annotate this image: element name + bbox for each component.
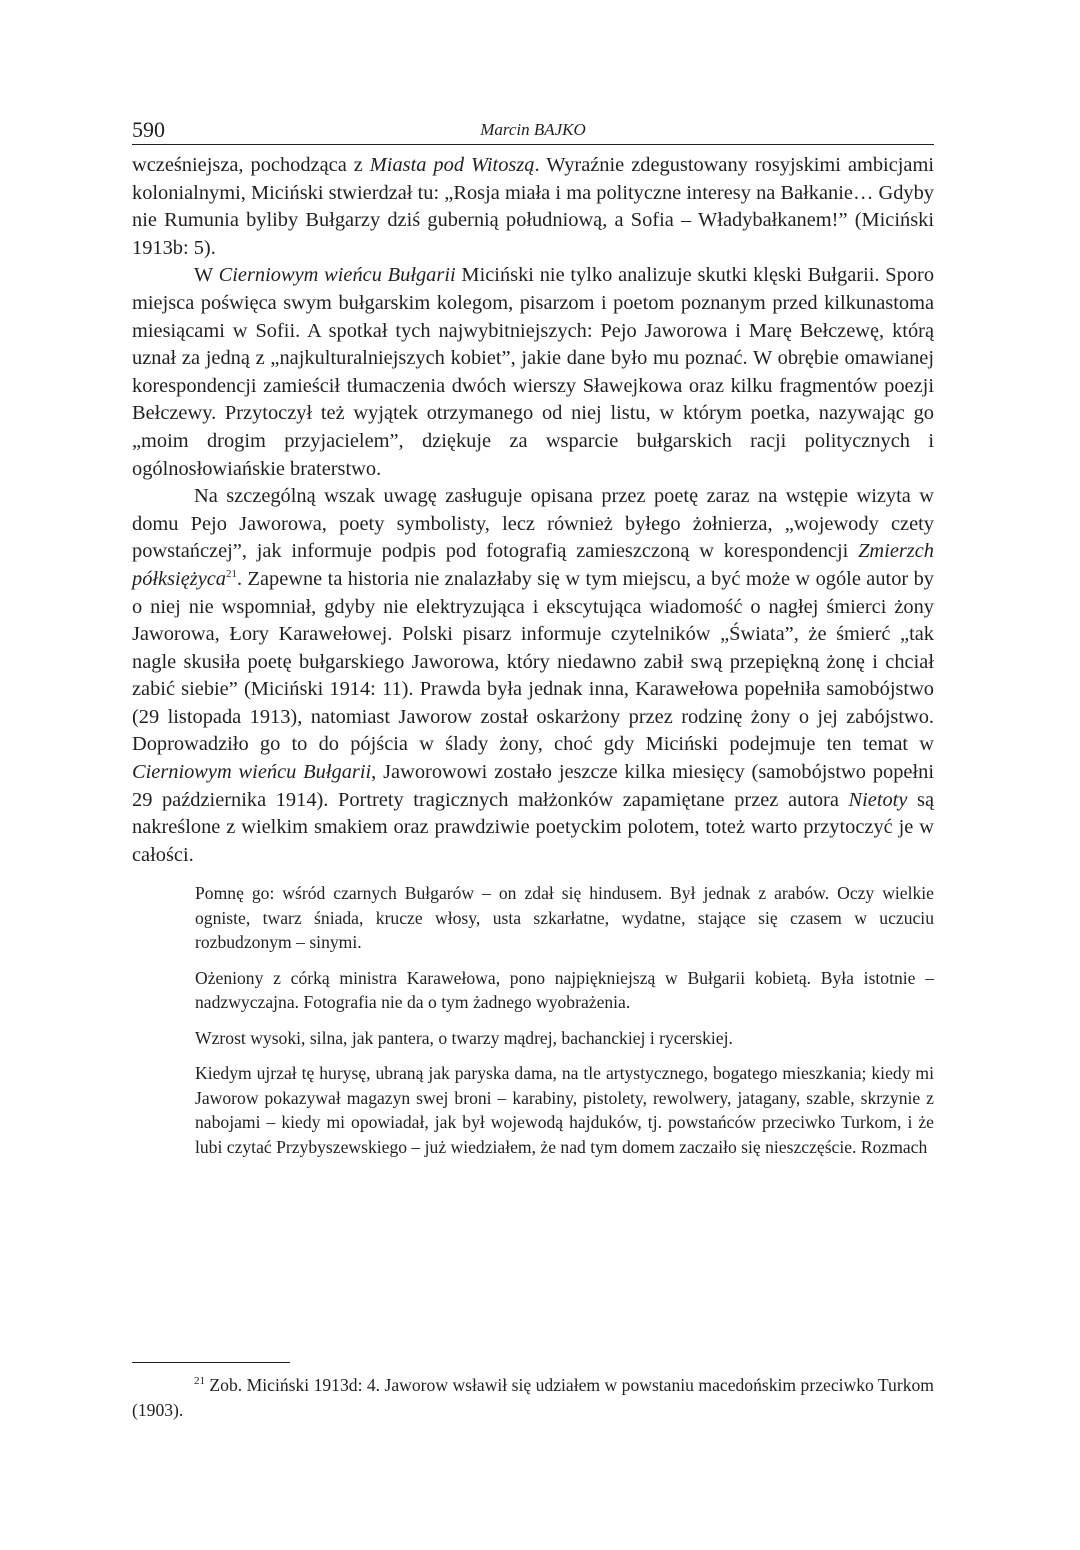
text-run: Na szczególną wszak uwagę zasługuje opisana przez poetę zaraz na wstępie wizyta w domu Pejo Jaworowa, poety symbolisty, lecz również byłego żołnierza, „wojewody czety powstańczej”, jak informuje podpis pod fotografią zamieszczoną w korespondencji bbox=[132, 485, 934, 563]
text-run: . Wyraźnie zdegustowany rosyjskimi ambicjami kolonialnymi, Miciński stwierdzał tu: „Rosja miała i ma polityczne interesy na Bałkanie… Gdyby nie Rumunia byliby Bułgarzy dziś gubernią południową, a Sofia – Władybałkanem!” (Miciński 1913b: 5). bbox=[132, 154, 935, 259]
text-run: wcześniejsza, pochodząca z bbox=[132, 154, 370, 176]
footnote-separator bbox=[132, 1362, 290, 1363]
footnote-number: 21 bbox=[194, 1375, 205, 1388]
footnote bbox=[132, 1373, 934, 1422]
text-run: Miciński nie tylko analizuje skutki klęski Bułgarii. Sporo miejsca poświęca swym bułgarskim kolegom, pisarzom i poetom poznanym przed kilkunastoma miesiącami w Sofii. A spotkał tych najwybitniejszych: Pejo Jaworowa i Marę Bełczewę, którą uznał za jedną z „najkulturalniejszych kobiet”, jakie dane było mu poznać. W obrębie omawianej korespondencji zamieścił tłumaczenia dwóch wierszy Sławejkowa oraz kilku fragmentów poezji Bełczewy. Przytoczył też wyjątek otrzymanego od niej listu, w którym poetka, nazywając go „moim drogim przyjacielem”, dziękuje za wsparcie bułgarskich racji politycznych i ogólnosłowiańskie braterstwo. bbox=[132, 264, 935, 480]
page-number: 590 bbox=[132, 117, 165, 142]
italic-title: Zmierzch półksiężyca bbox=[132, 540, 934, 590]
body-text bbox=[132, 152, 934, 869]
quote-paragraph: Kiedym ujrzał tę hurysę, ubraną jak paryska dama, na tle artystycznego, bogatego mieszkania; kiedy mi Jaworow pokazywał magazyn swej broni – karabiny, pistolety, rewolwery, jatagany, szable, skrzynie z nabojami – kiedy mi opowiadał, jak był wojewodą hajduków, tj. powstańców przeciwko Turkom, i że lubi czytać Przybyszewskiego – już wiedziałem, że nad tym domem zaczaiło się nieszczęście. Rozmach bbox=[195, 1063, 934, 1157]
text-run: W bbox=[194, 264, 219, 287]
quote-paragraph: Wzrost wysoki, silna, jak pantera, o twarzy mądrej, bachanckiej i rycerskiej. bbox=[195, 1027, 733, 1048]
text-run: , Jaworowowi zostało jeszcze kilka miesięcy (samobójstwo popełni 29 października 1914). Portrety tragicznych małżonków zapamiętane przez autora bbox=[132, 761, 934, 811]
text-run: . Zapewne ta historia nie znalazłaby się w tym miejscu, a być może w ogóle autor by o niej nie wspomniał, gdyby nie elektryzująca i ekscytująca wiadomość o nagłej śmierci żony Jaworowa, Łory Karawełowej. Polski pisarz informuje czytelników „Świata”, że śmierć „tak nagle skusiła poetę bułgarskiego Jaworowa, który niedawno zabił swą przepiękną żonę i chciał zabić siebie” (Miciński 1914: 11). Prawda była jednak inna, Karawełowa popełniła samobójstwo (29 listopada 1913), natomiast Jaworow został oskarżony przez rodzinę żony o jej zabójstwo. Doprowadziło go to do pójścia w ślady żony, choć gdy Miciński podejmuje ten temat w bbox=[132, 567, 934, 756]
paragraph-1 bbox=[132, 152, 934, 262]
running-head: Marcin BAJKO bbox=[480, 120, 586, 139]
paragraph-3 bbox=[132, 483, 934, 869]
text-run: są nakreślone z wielkim smakiem oraz prawdziwie poetyckim polotem, toteż warto przytoczyć je w całości. bbox=[132, 788, 934, 866]
page-header bbox=[132, 108, 934, 145]
quote-paragraph: Pomnę go: wśród czarnych Bułgarów – on zdał się hindusem. Był jednak z arabów. Oczy wielkie ogniste, twarz śniada, krucze włosy, usta szkarłatne, wydatne, stające się czasem w uczuciu rozbudzonym – sinymi. bbox=[195, 883, 934, 953]
page bbox=[132, 108, 934, 1170]
italic-title: Nietoty bbox=[848, 788, 908, 811]
paragraph-2 bbox=[132, 262, 934, 483]
quote-paragraph: Ożeniony z córką ministra Karawełowa, pono najpiękniejszą w Bułgarii kobietą. Była istotnie – nadzwyczajna. Fotografia nie da o tym żadnego wyobrażenia. bbox=[195, 967, 934, 1013]
italic-title: Cierniowym wieńcu Bułgarii bbox=[132, 761, 372, 784]
footnote-text: Zob. Miciński 1913d: 4. Jaworow wsławił się udziałem w powstaniu macedońskim przeciwko Turkom (1903). bbox=[132, 1375, 934, 1420]
italic-title: Miasta pod Witoszą bbox=[369, 154, 535, 176]
footnote-reference[interactable]: 21 bbox=[226, 568, 237, 581]
italic-title: Cierniowym wieńcu Bułgarii bbox=[218, 264, 456, 287]
block-quote bbox=[195, 881, 934, 1159]
